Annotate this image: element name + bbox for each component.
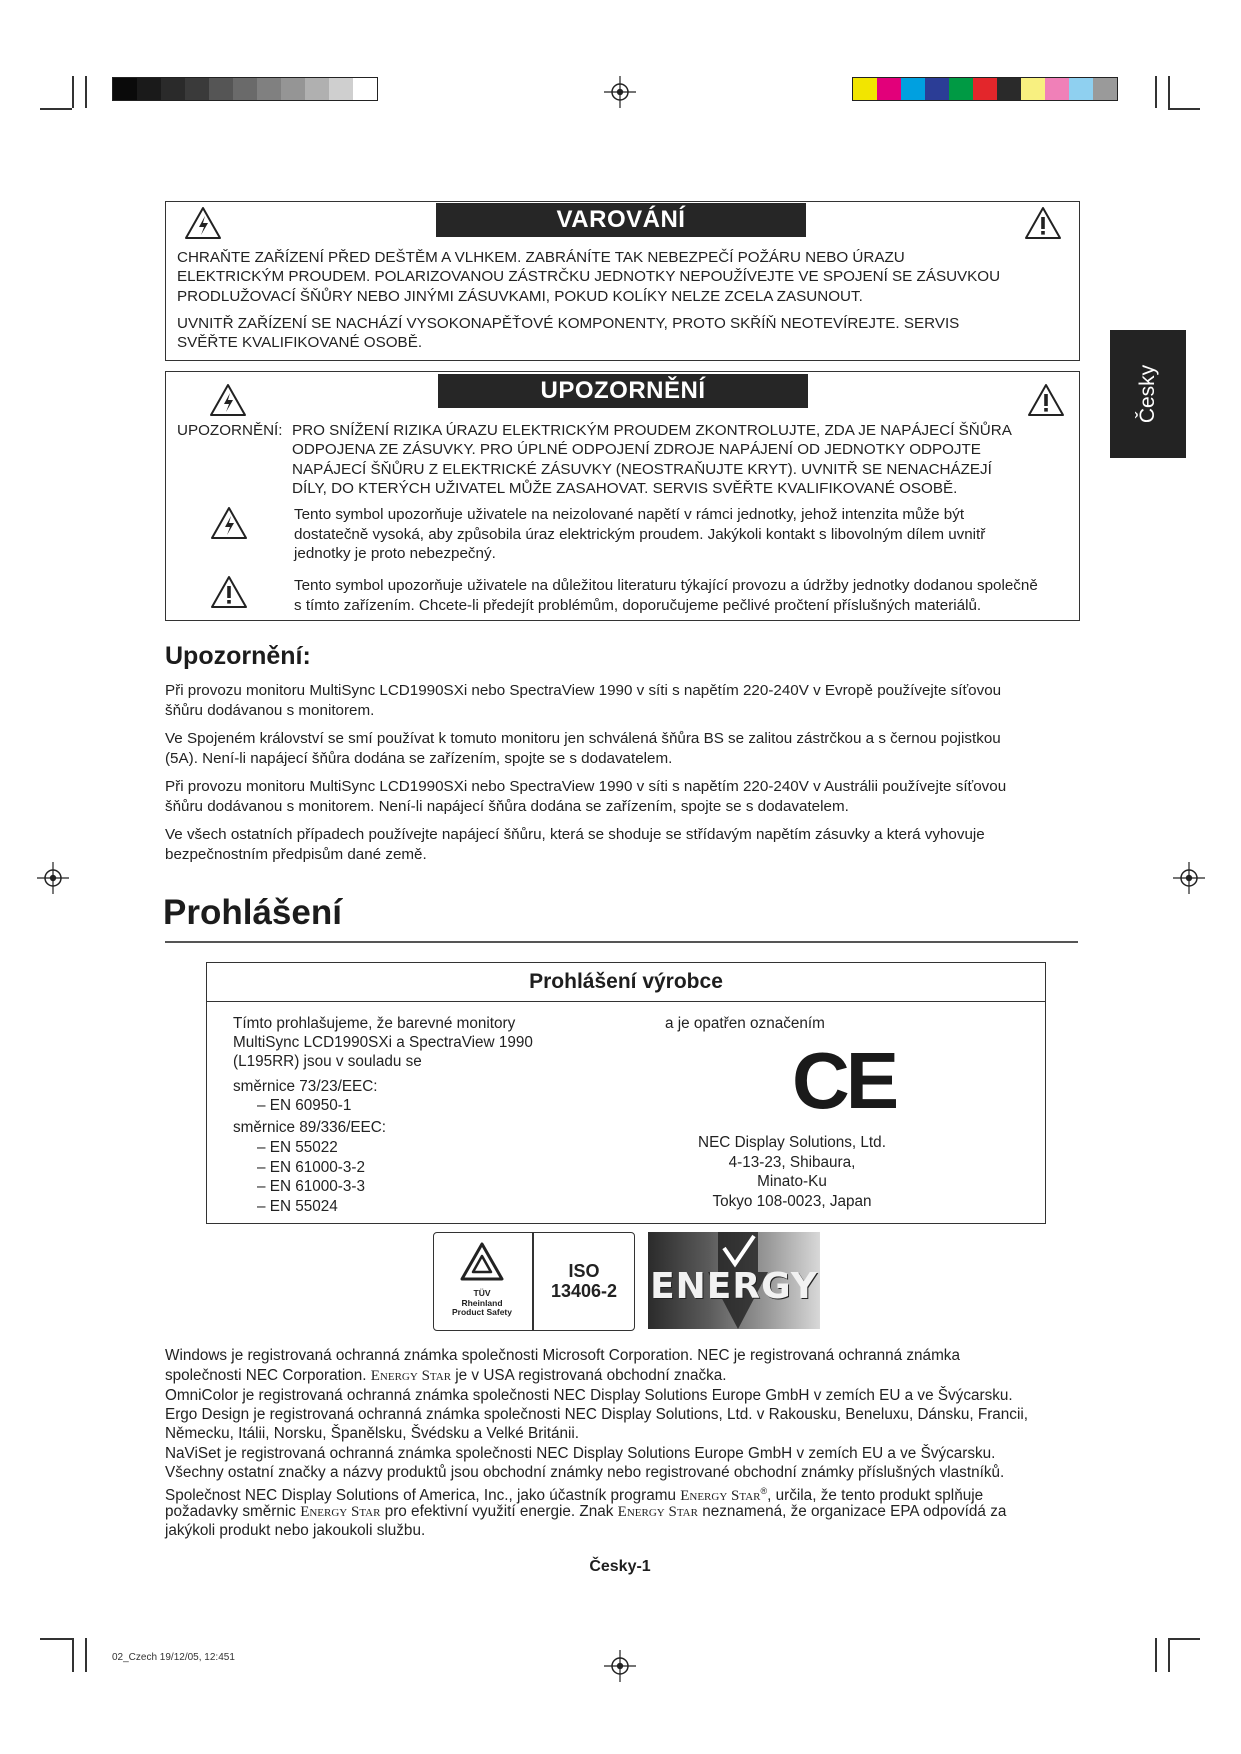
literature-symbol-text bbox=[294, 576, 1074, 615]
heading-rule bbox=[165, 941, 1078, 943]
text-line: Tento symbol upozorňuje uživatele na důležitou literaturu týkající provozu a údržby jednotky dodanou společně bbox=[294, 577, 1038, 594]
color-swatch bbox=[925, 78, 949, 100]
standard-item: – EN 61000-3-3 bbox=[257, 1178, 365, 1195]
energy-star-name: Energy Star bbox=[370, 1368, 452, 1384]
trademark-line: NaViSet je registrovaná ochranná známka společnosti NEC Display Solutions Europe GmbH v zemích EU a ve Švýcarsku. bbox=[165, 1445, 996, 1462]
color-swatch bbox=[137, 78, 161, 100]
text-span: pro efektivní využití energie. Znak bbox=[384, 1503, 614, 1520]
energy-star-logo bbox=[648, 1232, 820, 1329]
crop-mark bbox=[72, 76, 74, 108]
color-swatch bbox=[353, 78, 377, 100]
paragraph bbox=[165, 729, 1085, 768]
tuv-text bbox=[434, 1289, 530, 1318]
language-tab bbox=[1110, 330, 1186, 458]
trademark-line: Všechny ostatní značky a názvy produktů jsou obchodní známky nebo registrované obchodní známky příslušných vlastníků. bbox=[165, 1464, 1005, 1481]
text-span: společnosti NEC Corporation. bbox=[165, 1367, 367, 1384]
warning-text bbox=[177, 248, 1072, 352]
text-span: , určila, že tento produkt splňuje bbox=[767, 1487, 984, 1505]
text-line: bezpečnostním předpisům dané země. bbox=[165, 845, 427, 863]
text-line: DÍLY, DO KTERÝCH UŽIVATEL MŮŽE ZASAHOVAT. SERVIS SVĚŘTE KVALIFIKOVANÉ OSOBĚ. bbox=[292, 479, 958, 497]
text-span: je v USA registrovaná obchodní značka. bbox=[455, 1367, 727, 1384]
language-tab-label: Česky bbox=[1136, 364, 1159, 424]
exclamation-warning-icon bbox=[1024, 206, 1062, 240]
crop-mark bbox=[1168, 76, 1170, 108]
trademark-line: OmniColor je registrovaná ochranná známka společnosti NEC Display Solutions Europe GmbH v zemích EU a ve Švýcarsku. bbox=[165, 1387, 1013, 1404]
paragraph bbox=[165, 777, 1085, 816]
text-line: jednotky je proto nebezpečný. bbox=[294, 545, 496, 562]
color-swatch bbox=[257, 78, 281, 100]
color-swatch bbox=[1045, 78, 1069, 100]
crop-mark bbox=[40, 108, 72, 110]
text-line: Product Safety bbox=[452, 1307, 512, 1317]
caution-label: UPOZORNĚNÍ: bbox=[177, 422, 283, 439]
crop-mark bbox=[1168, 1638, 1200, 1640]
color-swatch bbox=[185, 78, 209, 100]
directive-label: směrnice 73/23/EEC: bbox=[233, 1078, 378, 1095]
lightning-warning-icon bbox=[208, 383, 248, 417]
exclamation-warning-icon bbox=[209, 575, 249, 609]
text-line: 13406-2 bbox=[550, 1281, 618, 1301]
registered-mark: ® bbox=[760, 1486, 768, 1496]
text-line: PRODLUŽOVACÍ ŠŇŮRY NEBO JINÝMI ZÁSUVKAMI, POKUD KOLÍKY NELZE ZCELA ZASUNOUT. bbox=[177, 287, 863, 305]
crop-mark bbox=[85, 1638, 87, 1672]
crop-mark bbox=[1168, 108, 1200, 110]
standard-item: – EN 55022 bbox=[257, 1139, 338, 1156]
warning-box bbox=[165, 201, 1080, 361]
text-line: SVĚŘTE KVALIFIKOVANÉ OSOBĚ. bbox=[177, 334, 423, 352]
print-slug: 02_Czech 19/12/05, 12:451 bbox=[112, 1652, 235, 1663]
trademark-line: Windows je registrovaná ochranná známka společnosti Microsoft Corporation. NEC je registrovaná ochranná známka bbox=[165, 1347, 960, 1364]
color-swatch bbox=[997, 78, 1021, 100]
crop-mark bbox=[40, 1638, 72, 1640]
text-line: (5A). Není-li napájecí šňůra dodána se zařízením, spojte se s dodavatelem. bbox=[165, 749, 673, 767]
color-swatch bbox=[949, 78, 973, 100]
text-line: šňůru dodávanou s monitorem. bbox=[165, 701, 375, 719]
crop-mark bbox=[72, 1638, 74, 1672]
text-line: ODPOJENA ZE ZÁSUVKY. PRO ÚPLNÉ ODPOJENÍ ZDROJE NAPÁJENÍ OD JEDNOTKY ODPOJTE bbox=[292, 441, 981, 459]
notice-heading: Upozornění: bbox=[165, 642, 311, 670]
paragraph bbox=[165, 825, 1085, 864]
text-line: Při provozu monitoru MultiSync LCD1990SXi nebo SpectraView 1990 v síti s napětím 220-240V v Austrálii používejte síťovou bbox=[165, 778, 1007, 795]
text-line: šňůru dodávanou s monitorem. Není-li napájecí šňůra dodána se zařízením, spojte se s dodavatelem. bbox=[165, 797, 849, 815]
text-line: dostatečně vysoká, aby způsobila úraz elektrickým proudem. Jakýkoli kontakt s libovolným dílem uvnitř bbox=[294, 525, 986, 543]
crop-mark bbox=[1155, 1638, 1157, 1672]
text-line: Tento symbol upozorňuje uživatele na neizolované napětí v rámci jednotky, jehož intenzita může být bbox=[294, 506, 965, 523]
energy-star-name: Energy Star bbox=[680, 1488, 761, 1505]
crop-mark bbox=[85, 76, 87, 108]
declaration-intro: (L195RR) jsou v souladu se bbox=[233, 1053, 422, 1070]
paragraph bbox=[165, 681, 1085, 720]
lightning-warning-icon bbox=[184, 206, 222, 240]
address-line: 4-13-23, Shibaura, bbox=[728, 1153, 856, 1171]
iso-text bbox=[534, 1261, 634, 1301]
text-line: s tímto zařízením. Chcete-li předejít problémům, doporučujeme pečlivé pročtení příslušných materiálů. bbox=[294, 596, 982, 614]
manufacturer-address bbox=[627, 1133, 957, 1211]
color-swatch bbox=[1021, 78, 1045, 100]
manufacturer-declaration-box bbox=[206, 962, 1046, 1224]
text-span: Společnost NEC Display Solutions of America, Inc., jako účastník programu bbox=[165, 1487, 676, 1505]
declaration-intro: MultiSync LCD1990SXi a SpectraView 1990 bbox=[233, 1034, 533, 1051]
grayscale-calibration-strip bbox=[112, 77, 378, 101]
trademark-line bbox=[165, 1502, 1006, 1523]
color-swatch bbox=[113, 78, 137, 100]
exclamation-warning-icon bbox=[1026, 383, 1066, 417]
color-swatch bbox=[853, 78, 877, 100]
text-line: Ve Spojeném království se smí používat k tomuto monitoru jen schválená šňůra BS se zalitou zástrčkou a s černou pojistkou bbox=[165, 730, 1001, 747]
color-swatch bbox=[305, 78, 329, 100]
address-line: Minato-Ku bbox=[757, 1173, 827, 1190]
caution-box bbox=[165, 371, 1080, 621]
tuv-triangle-icon bbox=[459, 1241, 505, 1283]
trademark-line: Ergo Design je registrovaná ochranná známka společnosti NEC Display Solutions, Ltd. v Rakousku, Beneluxu, Dánsku, Francii, bbox=[165, 1406, 1029, 1423]
trademark-line bbox=[165, 1366, 727, 1387]
color-swatch bbox=[877, 78, 901, 100]
standard-item: – EN 60950-1 bbox=[257, 1097, 352, 1114]
text-line: CHRAŇTE ZAŘÍZENÍ PŘED DEŠTĚM A VLHKEM. ZABRÁNÍTE TAK NEBEZPEČÍ POŽÁRU NEBO ÚRAZU bbox=[177, 249, 905, 266]
registration-mark-icon bbox=[1172, 861, 1206, 895]
caution-text bbox=[292, 421, 1072, 498]
marked-with-text: a je opatřen označením bbox=[665, 1015, 825, 1032]
text-line: Při provozu monitoru MultiSync LCD1990SXi nebo SpectraView 1990 v síti s napětím 220-240V v Evropě používejte síťovou bbox=[165, 682, 1002, 699]
text-line: UVNITŘ ZAŘÍZENÍ SE NACHÁZÍ VYSOKONAPĚŤOVÉ KOMPONENTY, PROTO SKŘÍŇ NEOTEVÍREJTE. SERVIS bbox=[177, 314, 960, 332]
text-line: Ve všech ostatních případech používejte napájecí šňůru, která se shoduje se střídavým napětím zásuvky a která vyhovuje bbox=[165, 826, 985, 843]
color-swatch bbox=[233, 78, 257, 100]
color-swatch bbox=[1069, 78, 1093, 100]
energy-star-name: Energy Star bbox=[300, 1504, 381, 1520]
energy-text: ENERGY bbox=[650, 1266, 818, 1307]
color-swatch bbox=[1093, 78, 1117, 100]
text-line: TÜV bbox=[473, 1288, 491, 1298]
registration-mark-icon bbox=[603, 1649, 637, 1683]
energy-star-name: Energy Star bbox=[617, 1504, 698, 1520]
address-line: NEC Display Solutions, Ltd. bbox=[698, 1134, 886, 1151]
trademark-line: jakýkoli produkt nebo jakoukoli službu. bbox=[165, 1522, 426, 1539]
caution-title: UPOZORNĚNÍ bbox=[438, 374, 808, 408]
text-span: neznamená, že organizace EPA odpovídá za bbox=[702, 1503, 1007, 1520]
color-swatch bbox=[329, 78, 353, 100]
color-calibration-strip bbox=[852, 77, 1118, 101]
color-swatch bbox=[161, 78, 185, 100]
tuv-iso-logo bbox=[433, 1232, 635, 1331]
color-swatch bbox=[281, 78, 305, 100]
trademark-line: Německu, Itálii, Norsku, Španělsku, Švédsku a Velké Británii. bbox=[165, 1425, 580, 1442]
text-span: požadavky směrnic bbox=[165, 1503, 296, 1520]
color-swatch bbox=[209, 78, 233, 100]
declaration-box-title: Prohlášení výrobce bbox=[207, 963, 1045, 1002]
registration-mark-icon bbox=[36, 861, 70, 895]
color-swatch bbox=[901, 78, 925, 100]
text-line: PRO SNÍŽENÍ RIZIKA ÚRAZU ELEKTRICKÝM PROUDEM ZKONTROLUJTE, ZDA JE NAPÁJECÍ ŠŇŮRA bbox=[292, 422, 1012, 439]
standard-item: – EN 55024 bbox=[257, 1198, 338, 1215]
color-swatch bbox=[973, 78, 997, 100]
ce-mark: CE bbox=[792, 1036, 896, 1125]
text-line: ELEKTRICKÝM PROUDEM. POLARIZOVANOU ZÁSTRČKU JEDNOTKY NEPOUŽÍVEJTE VE SPOJENÍ SE ZÁSUVKOU bbox=[177, 268, 1001, 286]
standard-item: – EN 61000-3-2 bbox=[257, 1159, 365, 1176]
address-line: Tokyo 108-0023, Japan bbox=[712, 1192, 872, 1210]
crop-mark bbox=[1155, 76, 1157, 108]
registration-mark-icon bbox=[603, 75, 637, 109]
text-line: ISO bbox=[568, 1261, 600, 1281]
lightning-warning-icon bbox=[209, 506, 249, 540]
directive-label: směrnice 89/336/EEC: bbox=[233, 1119, 387, 1136]
voltage-symbol-text bbox=[294, 505, 1074, 564]
text-line: NAPÁJECÍ ŠŇŮRU Z ELEKTRICKÉ ZÁSUVKY (NEOSTRAŇUJTE KRYT). UVNITŘ SE NENACHÁZEJÍ bbox=[292, 460, 992, 478]
declaration-intro: Tímto prohlašujeme, že barevné monitory bbox=[233, 1015, 516, 1032]
crop-mark bbox=[1168, 1638, 1170, 1672]
declaration-heading: Prohlášení bbox=[163, 893, 342, 932]
notice-body bbox=[165, 681, 1085, 864]
page-number: Česky-1 bbox=[589, 1558, 651, 1575]
warning-title: VAROVÁNÍ bbox=[436, 203, 806, 237]
text-line: Rheinland bbox=[461, 1297, 503, 1308]
